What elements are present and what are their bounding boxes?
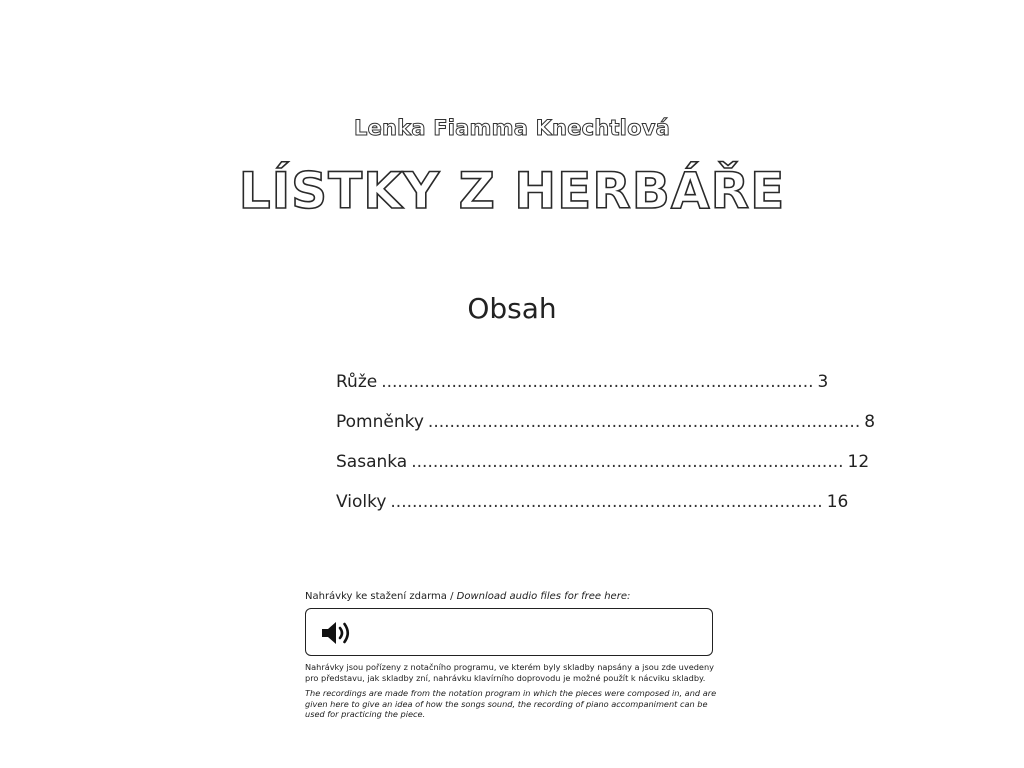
toc-item-page: 3 — [817, 372, 829, 392]
speaker-icon[interactable] — [320, 619, 356, 647]
table-of-contents — [336, 372, 876, 532]
toc-item-title: Sasanka — [336, 452, 408, 472]
toc-leader-dots: ................................................................................ — [390, 492, 823, 512]
toc-item — [336, 412, 876, 452]
audio-player-box[interactable] — [305, 608, 713, 656]
download-label — [305, 591, 630, 602]
book-title: LÍSTKY Z HERBÁŘE — [238, 162, 786, 220]
toc-leader-dots: ................................................................................ — [427, 412, 861, 432]
toc-item-page: 16 — [826, 492, 849, 512]
toc-item-title: Violky — [336, 492, 387, 512]
toc-item-page: 12 — [847, 452, 870, 472]
toc-leader-dots: ................................................................................ — [381, 372, 814, 392]
toc-item-title: Růže — [336, 372, 378, 392]
toc-leader-dots: ................................................................................ — [411, 452, 844, 472]
author-name: Lenka Fiamma Knechtlová — [354, 116, 670, 140]
download-label-en: Download audio files for free here: — [456, 591, 631, 602]
recording-note-en: The recordings are made from the notation program in which the pieces were composed in, and are given here to give an idea of how the songs sound, the recording of piano accompaniment can be used for practicing the piece. — [305, 688, 717, 719]
toc-item — [336, 452, 870, 492]
toc-heading: Obsah — [467, 292, 557, 325]
download-label-cz: Nahrávky ke stažení zdarma / — [305, 591, 457, 602]
toc-item — [336, 492, 849, 532]
toc-item-page: 8 — [864, 412, 876, 432]
recording-note-cz: Nahrávky jsou pořízeny z notačního programu, ve kterém byly skladby napsány a jsou zde uvedeny pro představu, jak skladby zní, nahrávku klavírního doprovodu je možné použít k nácviku skladby. — [305, 662, 714, 683]
toc-item-title: Pomněnky — [336, 412, 424, 432]
toc-item — [336, 372, 829, 412]
